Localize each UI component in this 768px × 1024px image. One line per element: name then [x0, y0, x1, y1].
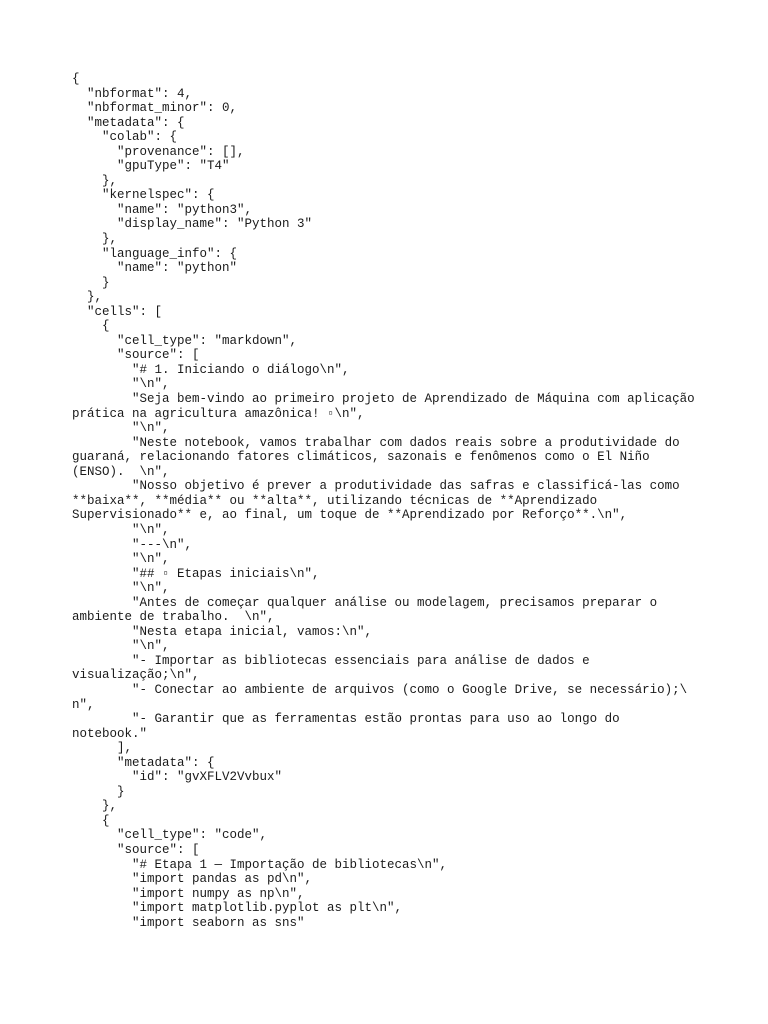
- text-line: "- Importar as bibliotecas essenciais para análise de dados e: [72, 653, 590, 668]
- text-line: Supervisionado** e, ao final, um toque de **Aprendizado por Reforço**.\n",: [72, 508, 628, 523]
- text-line: "gpuType": "T4": [72, 159, 230, 174]
- document-page: [72, 72, 712, 930]
- text-line: "kernelspec": {: [72, 188, 215, 203]
- text-line: "import seaborn as sns": [72, 915, 305, 930]
- text-line: "nbformat": 4,: [72, 86, 193, 101]
- text-line: "cell_type": "markdown",: [72, 333, 298, 348]
- text-line: {: [72, 813, 110, 828]
- text-line: "import matplotlib.pyplot as plt\n",: [72, 901, 403, 916]
- text-line: "# 1. Iniciando o diálogo\n",: [72, 362, 350, 377]
- text-line: },: [72, 290, 103, 305]
- text-line: "\n",: [72, 421, 170, 436]
- text-line: "colab": {: [72, 130, 178, 145]
- text-line: "display_name": "Python 3": [72, 217, 313, 232]
- text-line: guaraná, relacionando fatores climáticos, sazonais e fenômenos como o El Niño: [72, 450, 650, 465]
- text-line: "Seja bem-vindo ao primeiro projeto de Aprendizado de Máquina com aplicação: [72, 392, 695, 407]
- text-line: }: [72, 275, 110, 290]
- text-line: "nbformat_minor": 0,: [72, 101, 238, 116]
- text-line: "metadata": {: [72, 115, 185, 130]
- text-line: "---\n",: [72, 537, 193, 552]
- text-line: "metadata": {: [72, 755, 215, 770]
- text-line: visualização;\n",: [72, 668, 200, 683]
- text-line: },: [72, 232, 118, 247]
- text-line: "id": "gvXFLV2Vvbux": [72, 770, 283, 785]
- text-line: "\n",: [72, 377, 170, 392]
- text-line: "\n",: [72, 522, 170, 537]
- text-line: "source": [: [72, 348, 200, 363]
- text-line: **baixa**, **média** ou **alta**, utilizando técnicas de **Aprendizado: [72, 493, 598, 508]
- text-line: n",: [72, 697, 95, 712]
- text-line: "\n",: [72, 552, 170, 567]
- text-line: "\n",: [72, 581, 170, 596]
- text-line: notebook.": [72, 726, 148, 741]
- text-line: "\n",: [72, 639, 170, 654]
- text-line: "provenance": [],: [72, 144, 245, 159]
- text-line: "# Etapa 1 — Importação de bibliotecas\n",: [72, 857, 448, 872]
- text-line: "language_info": {: [72, 246, 238, 261]
- text-line: prática na agricultura amazônica! ▫\n",: [72, 406, 365, 421]
- text-line: "cell_type": "code",: [72, 828, 268, 843]
- text-line: "Antes de começar qualquer análise ou modelagem, precisamos preparar o: [72, 595, 658, 610]
- text-line: "cells": [: [72, 304, 163, 319]
- text-line: "Nesta etapa inicial, vamos:\n",: [72, 624, 373, 639]
- text-line: },: [72, 173, 118, 188]
- text-line: (ENSO). \n",: [72, 464, 170, 479]
- text-line: "## ▫ Etapas iniciais\n",: [72, 566, 320, 581]
- text-line: "- Garantir que as ferramentas estão prontas para uso ao longo do: [72, 712, 620, 727]
- text-line: "import numpy as np\n",: [72, 886, 305, 901]
- text-line: {: [72, 319, 110, 334]
- text-line: },: [72, 799, 118, 814]
- text-line: "- Conectar ao ambiente de arquivos (como o Google Drive, se necessário);\: [72, 682, 688, 697]
- text-line: ],: [72, 741, 133, 756]
- text-line: "import pandas as pd\n",: [72, 872, 313, 887]
- text-line: "source": [: [72, 842, 200, 857]
- text-line: {: [72, 72, 80, 86]
- text-line: "Neste notebook, vamos trabalhar com dados reais sobre a produtividade do: [72, 435, 680, 450]
- text-line: }: [72, 784, 125, 799]
- text-line: "name": "python3",: [72, 202, 253, 217]
- text-line: "Nosso objetivo é prever a produtividade das safras e classificá-las como: [72, 479, 680, 494]
- text-line: "name": "python": [72, 261, 238, 276]
- text-line: ambiente de trabalho. \n",: [72, 610, 275, 625]
